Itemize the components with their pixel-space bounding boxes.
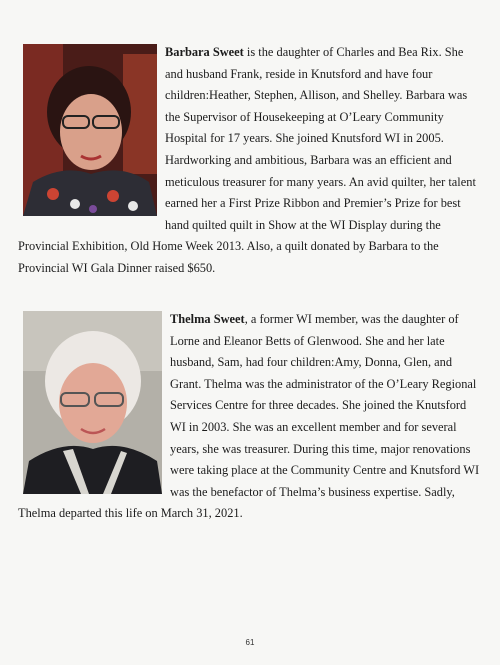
bio-name-thelma: Thelma Sweet bbox=[170, 312, 245, 326]
bio-text-thelma: , a former WI member, was the daughter of Lorne and Eleanor Betts of Glenwood. She and her late husband, Sam, had four children:Amy, Donna, Glen, and Grant. Thelma was the administrator of the O’Leary Regional Services Centre for three decades. She joined the Knutsford WI in 2003. She was an excellent member and for several years, she was treasurer. During this time, major renovations were taking place at the Community Centre and Knutsford WI was the benefactor of Thelma’s business expertise. Sadly, Thelma departed this life on March 31, 2021. bbox=[18, 312, 480, 521]
portrait-photo-thelma bbox=[23, 311, 162, 494]
bio-text-barbara: is the daughter of Charles and Bea Rix. She and husband Frank, reside in Knutsford and have four children:Heather, Stephen, Allison, and Shelley. Barbara was the Supervisor of Housekeeping at O’Leary Community Hospital for 17 years. She joined Knutsford WI in 2005. Hardworking and ambitious, Barbara was an efficient and meticulous treasurer for many years. An avid quilter, her talent earned her a First Prize Ribbon and Premier’s Prize for best hand quilted quilt in Show at the WI Display during the Provincial Exhibition, Old Home Week 2013. Also, a quilt donated by Barbara to the Provincial WI Gala Dinner raised $650. bbox=[18, 45, 476, 275]
bio-name-barbara: Barbara Sweet bbox=[165, 45, 244, 59]
portrait-photo-barbara bbox=[23, 44, 157, 216]
bio-thelma-sweet bbox=[18, 309, 480, 525]
bio-barbara-sweet bbox=[18, 42, 480, 280]
page-number: 61 bbox=[245, 638, 255, 647]
